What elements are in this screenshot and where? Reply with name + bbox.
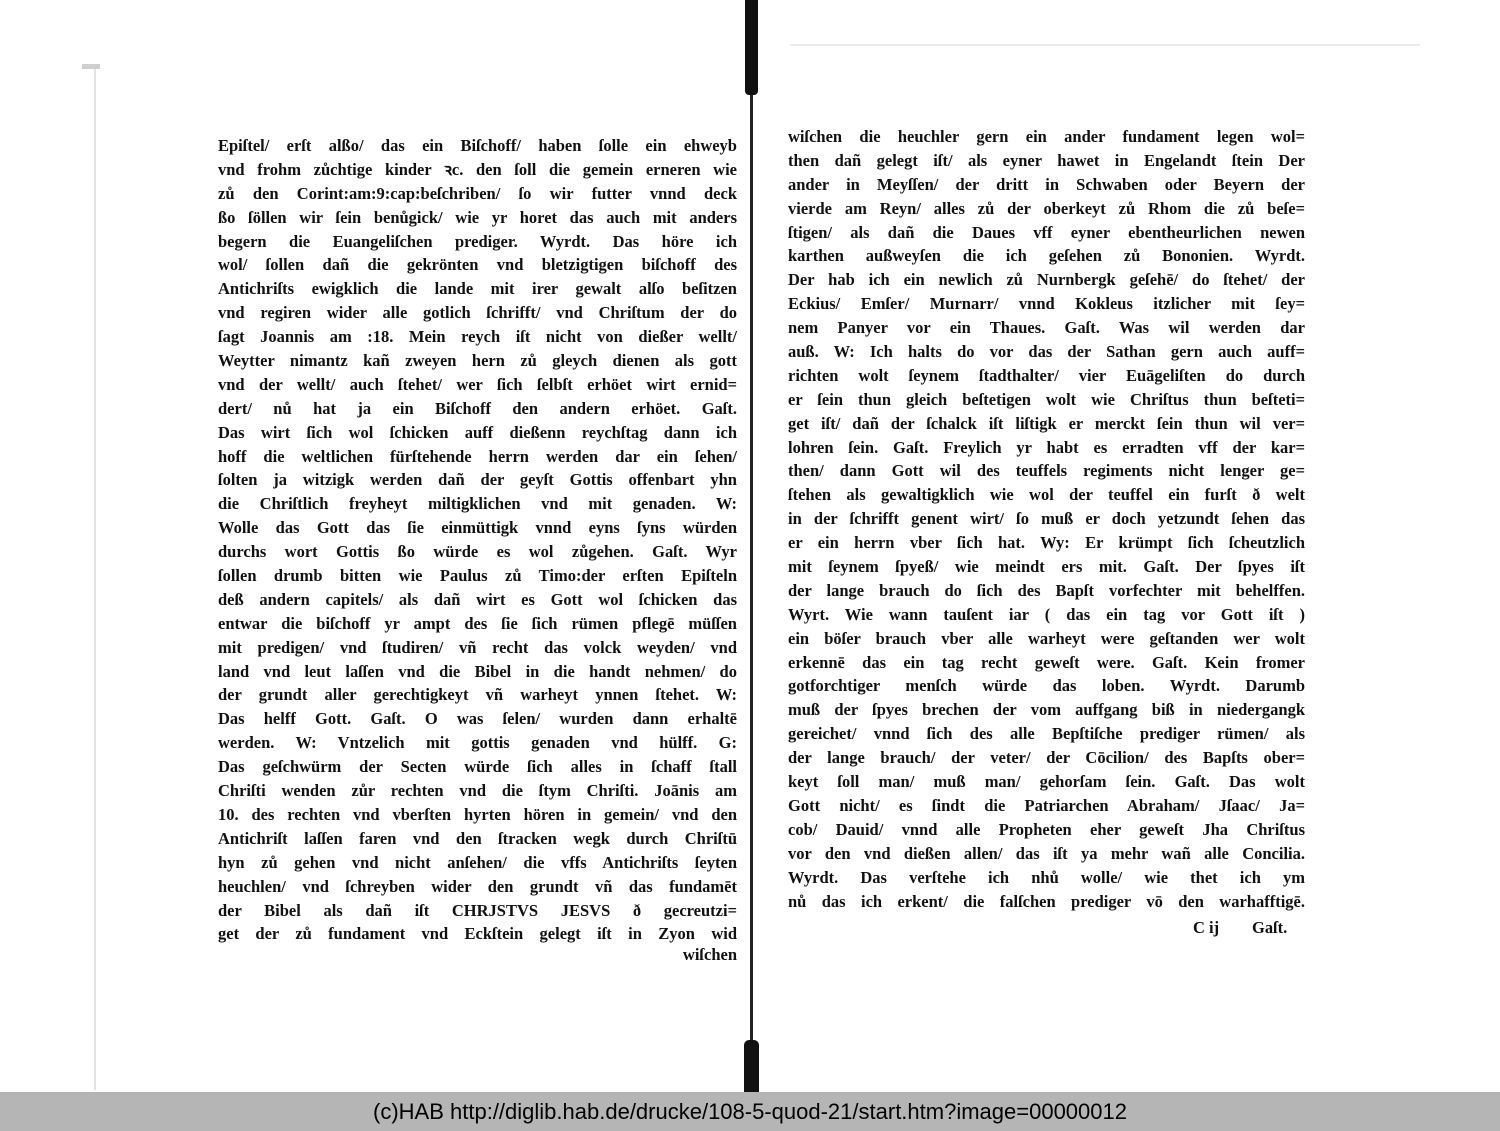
left-page-text-line: begern die Euangeliſchen prediger. Wyrdt. Das höre ich (218, 231, 737, 251)
right-page-text-line: gereichet/ vnnd ſich des alle Bepſtiſche prediger rümen/ als (788, 724, 1305, 744)
left-page-text-line: land vnd leut laſſen vnd die Bibel in die handt nehmen/ do (218, 661, 737, 681)
right-page-top-edge (790, 44, 1420, 46)
right-page-text-line: der lange brauch/ der veter/ der Cōcilion/ des Bapſts ober= (788, 748, 1305, 768)
right-page-text-line: get iſt/ dañ der ſchalck iſt liſtigk er merckt ſein thun wil ver= (788, 413, 1305, 433)
right-page-text-line: Gott nicht/ es ſindt die Patriarchen Abraham/ Jſaac/ Ja= (788, 795, 1305, 815)
right-page-text-line: then dañ gelegt iſt/ als eyner hawet in Engelandt ſtein Der (788, 150, 1305, 170)
left-page-text-line: ßo ſöllen wir ſein benůgick/ wie yr horet das auch mit anders (218, 207, 737, 227)
left-page-text-line: get der zů fundament vnd Eckſtein gelegt iſt in Zyon wid (218, 924, 737, 944)
right-page-text (788, 125, 1305, 913)
left-page-text-line: vnd regiren wider alle gotlich ſchrifft/ vnd Chriſtum der do (218, 303, 737, 323)
left-page-text-line: hyn zů gehen vnd nicht anſehen/ die vffs Antichriſts ſeyten (218, 852, 737, 872)
left-page-edge (94, 66, 96, 1090)
right-page-text-line: Wyrt. Wie wann tauſent iar ( das ein tag vor Gott iſt ) (788, 604, 1305, 624)
left-page-text-line: vnd frohm zůchtige kinder ꝛc. den ſoll die gemein erneren wie (218, 159, 737, 179)
scan-mark (82, 64, 100, 69)
left-page-text-line: Das helff Gott. Gaſt. O was ſelen/ wurden dann erhaltē (218, 709, 737, 729)
left-page-text-line: Weytter nimantz kañ zweyen hern zů gleych dienen als gott (218, 351, 737, 371)
left-page-text-line: dert/ nů hat ja ein Biſchoff den andern erhöet. Gaſt. (218, 398, 737, 418)
right-page-text-line: nem Panyer vor ein Thaues. Gaſt. Was wil werden dar (788, 318, 1305, 338)
right-page-text-line: Der hab ich ein newlich zů Nurnbergk geſehē/ do ſtehet/ der (788, 270, 1305, 290)
right-page-text-line: ein böſer brauch vber alle warheyt were geſtanden wer wolt (788, 628, 1305, 648)
right-page-text-line: ſtehen als gewaltigklich wie wol der teuffel ein furſt ð welt (788, 485, 1305, 505)
right-page-text-line: in der ſchrifft genent wirt/ ſo muß er doch yetzundt ſehen das (788, 509, 1305, 529)
right-page-text-line: ander in Meyſſen/ der dritt in Schwaben oder Beyern der (788, 174, 1305, 194)
right-page-text-line: cob/ Dauid/ vnnd alle Propheten eher geweſt Jha Chriſtus (788, 819, 1305, 839)
left-page-text-line: hoff die weltlichen fürſtehende herrn werden dar ein ſehen/ (218, 446, 737, 466)
right-page-text-line: keyt ſoll man/ muß man/ gehorſam ſein. Gaſt. Das wolt (788, 772, 1305, 792)
left-page-text-line: der grundt aller gerechtigkeyt vñ warheyt ynnen ſtehet. W: (218, 685, 737, 705)
left-page-text (218, 134, 737, 946)
right-page-text-line: er ein herrn vber ſich hat. Wy: Er krümpt ſich ſcheutzlich (788, 533, 1305, 553)
right-page-text-line: then/ dann Gott wil des teuffels regiments nicht lenger ge= (788, 461, 1305, 481)
right-page-signature-mark: C ij (1193, 918, 1220, 937)
right-page-text-line: erkennē das ein tag recht geweſt were. Gaſt. Kein fromer (788, 652, 1305, 672)
right-page-text-line: mit ſeynem ſpyeß/ wie meindt ers mit. Gaſt. Der ſpyes iſt (788, 557, 1305, 577)
left-page-text-line: ſolten ja witzigk werden dañ der geyſt Gottis offenbart yhn (218, 470, 737, 490)
gutter-binding-bottom (744, 1040, 759, 1092)
right-page-text-line: gotforchtiger menſch würde das loben. Wyrdt. Darumb (788, 676, 1305, 696)
left-page-text-line: ſollen drumb bitten wie Paulus zů Timo:der erſten Epiſteln (218, 566, 737, 586)
left-page-text-line: vnd der wellt/ auch ſtehet/ wer ſich ſelbſt erhöet wirt ernid= (218, 374, 737, 394)
left-page-text-line: deß andern capitels/ als dañ wirt es Gott wol ſchicken das (218, 589, 737, 609)
right-page-text-line: richten wolt ſeynem ſtadthalter/ vier Euāgeliſten do durch (788, 365, 1305, 385)
left-page-text-line: zů den Corint:am:9:cap:beſchriben/ ſo wir futter vnnd deck (218, 183, 737, 203)
left-page-text-line: heuchlen/ vnd ſchreyben wider den grundt vñ das fundamēt (218, 876, 737, 896)
copyright-footer-bar: (c)HAB http://diglib.hab.de/drucke/108-5-quod-21/start.htm?image=00000012 (0, 1092, 1500, 1131)
right-page-text-line: muß der ſpyes brechen der vom auffgang biß in niedergangk (788, 700, 1305, 720)
left-page-text-line: der Bibel als dañ iſt CHRJSTVS JESVS ð gecreutzi= (218, 900, 737, 920)
left-page-catchword: wiſchen (682, 945, 737, 964)
gutter-fold-line (750, 95, 753, 1045)
left-page-text-line: mit predigen/ vnd ſtudiren/ vñ recht das volck weyden/ vnd (218, 637, 737, 657)
left-page-text-line: Antichriſt laſſen faren vnd den ſtracken wegk durch Chriſtū (218, 828, 737, 848)
left-page-text-line: 10. des rechten vnd vberſten hyrten hören in gemein/ vnd den (218, 804, 737, 824)
gutter-binding-top (745, 0, 758, 95)
left-page-text-line: entwar die biſchoff yr ampt des ſie ſich rümen pflegē müſſen (218, 613, 737, 633)
left-page-text-line: Epiſtel/ erſt alßo/ das ein Biſchoff/ haben ſolle ein ehweyb (218, 136, 737, 155)
right-page-catchword: Gaſt. (1252, 918, 1288, 937)
right-page-text-line: Wyrdt. Das verſtehe ich nhů wolle/ wie thet ich ym (788, 867, 1305, 887)
left-page-text-line: Chriſti wenden zůr rechten vnd die ſtym Chriſti. Joānis am (218, 781, 737, 801)
left-page-text-line: werden. W: Vntzelich mit gottis genaden vnd hülff. G: (218, 733, 737, 753)
right-page-text-line: lohren ſein. Gaſt. Freylich yr habt es erradten vff der kar= (788, 437, 1305, 457)
left-page-text-line: Wolle das Gott das ſie einmüttigk vnnd eyns ſyns würden (218, 518, 737, 538)
right-page-text-line: ſtigen/ als dañ die Daues vff eyner ebentheurlichen newen (788, 222, 1305, 242)
left-page-text-line: durchs wort Gottis ßo würde es wol zůgehen. Gaſt. Wyr (218, 542, 737, 562)
left-page-text-line: wol/ ſollen dañ die gekrönten vnd bletzigtigen biſchoff des (218, 255, 737, 275)
right-page-text-line: der lange brauch do ſich des Bapſt vorfechter mit behelffen. (788, 580, 1305, 600)
right-page-text-line: Eckius/ Emſer/ Murnarr/ vnnd Kokleus itzlicher mit ſey= (788, 294, 1305, 314)
right-page-text-line: nů das ich erkent/ die falſchen prediger vō den warhafftigē. (788, 891, 1305, 911)
left-page-text-line: Antichriſts ewigklich die lande mit irer gewalt alſo beſitzen (218, 279, 737, 299)
right-page-text-line: vor den vnd dießen allen/ das iſt ya mehr wañ alle Concilia. (788, 843, 1305, 863)
right-page-text-line: vierde am Reyn/ alles zů der oberkeyt zů Rhom die zů beſe= (788, 198, 1305, 218)
left-page-text-line: Das geſchwürm der Secten würde ſich alles in ſchaff ſtall (218, 757, 737, 777)
right-page-text-line: karthen außweyſen die ich geſehen zů Bononien. Wyrdt. (788, 246, 1305, 266)
right-page-text-line: wiſchen die heuchler gern ein ander fundament legen wol= (788, 127, 1305, 146)
left-page-text-line: ſagt Joannis am :18. Mein reych iſt nicht von dießer wellt/ (218, 327, 737, 347)
right-page-text-line: er ſein thun gleich beſtetigen wolt wie Chriſtus thun beſteti= (788, 389, 1305, 409)
left-page-text-line: Das wirt ſich wol ſchicken auff dießenn reychſtag dann ich (218, 422, 737, 442)
left-page-text-line: die Chriſtlich freyheyt miltigklichen vnd mit genaden. W: (218, 494, 737, 514)
right-page-text-line: auß. W: Ich halts do vor das der Sathan gern auch auff= (788, 342, 1305, 362)
